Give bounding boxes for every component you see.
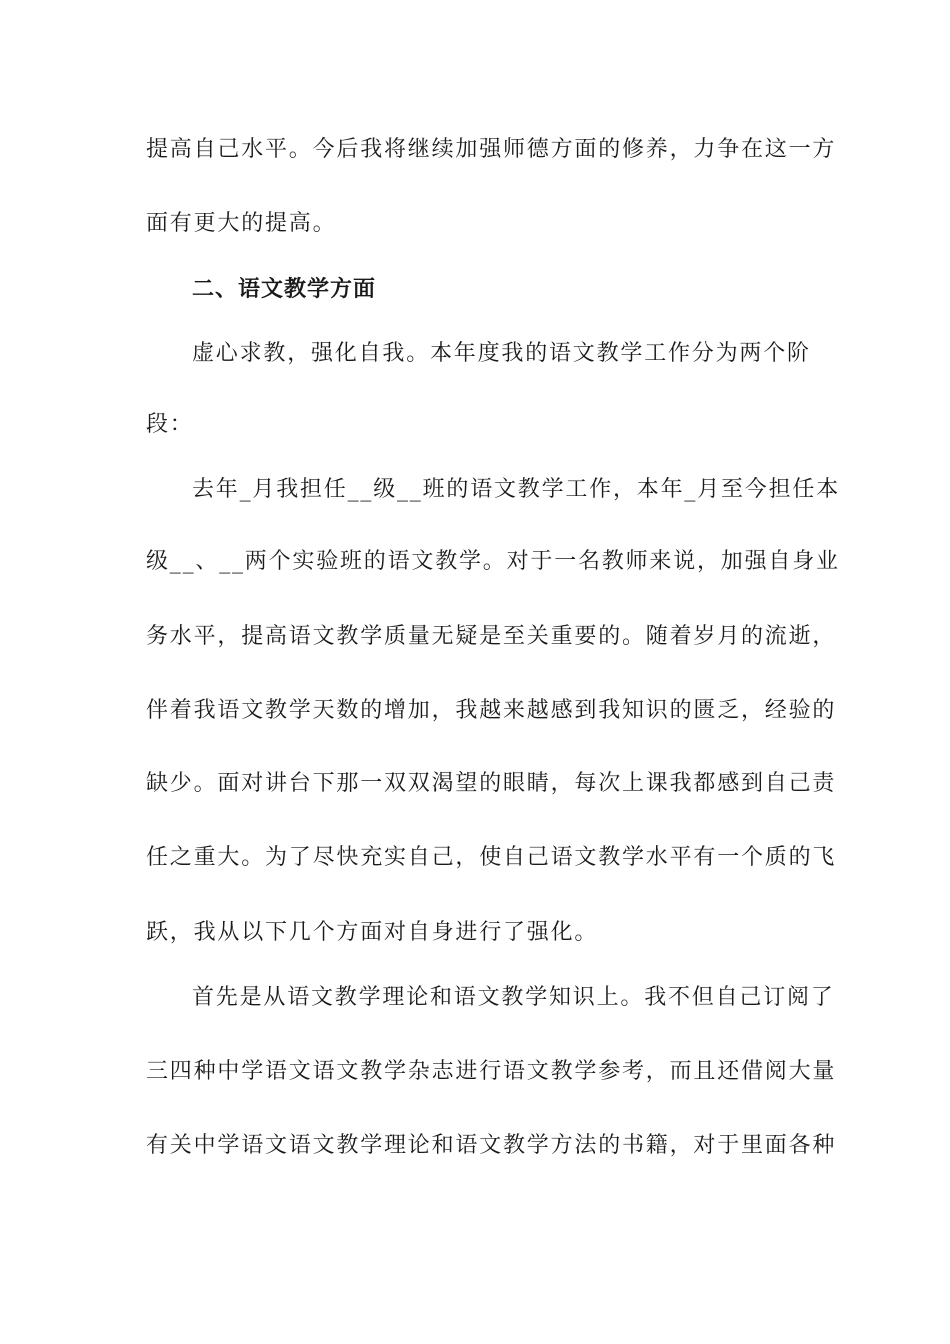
text-line: 缺少。面对讲台下那一双双渴望的眼睛，每次上课我都感到自己责 [146,771,837,796]
text-line: 有关中学语文语文教学理论和语文教学方法的书籍，对于里面各种 [146,1133,837,1158]
text-line: 段： [146,412,194,437]
text-line: 级__、__两个实验班的语文教学。对于一名教师来说，加强自身业 [146,549,840,574]
text-line: 去年_月我担任__级__班的语文教学工作，本年_月至今担任本 [192,477,841,502]
text-line: 任之重大。为了尽快充实自己，使自己语文教学水平有一个质的飞 [146,845,837,870]
text-line: 首先是从语文教学理论和语文教学知识上。我不但自己订阅了 [192,985,835,1010]
text-line: 虚心求教，强化自我。本年度我的语文教学工作分为两个阶 [192,341,811,366]
text-line: 务水平，提高语文教学质量无疑是至关重要的。随着岁月的流逝， [146,624,837,649]
text-line: 跃，我从以下几个方面对自身进行了强化。 [146,920,599,945]
text-line: 三四种中学语文语文教学杂志进行语文教学参考，而且还借阅大量 [146,1059,837,1084]
text-line: 伴着我语文教学天数的增加，我越来越感到我知识的匮乏，经验的 [146,698,837,723]
section-heading: 二、语文教学方面 [192,276,377,302]
text-line: 面有更大的提高。 [146,211,337,236]
text-line: 提高自己水平。今后我将继续加强师德方面的修养，力争在这一方 [146,137,837,162]
